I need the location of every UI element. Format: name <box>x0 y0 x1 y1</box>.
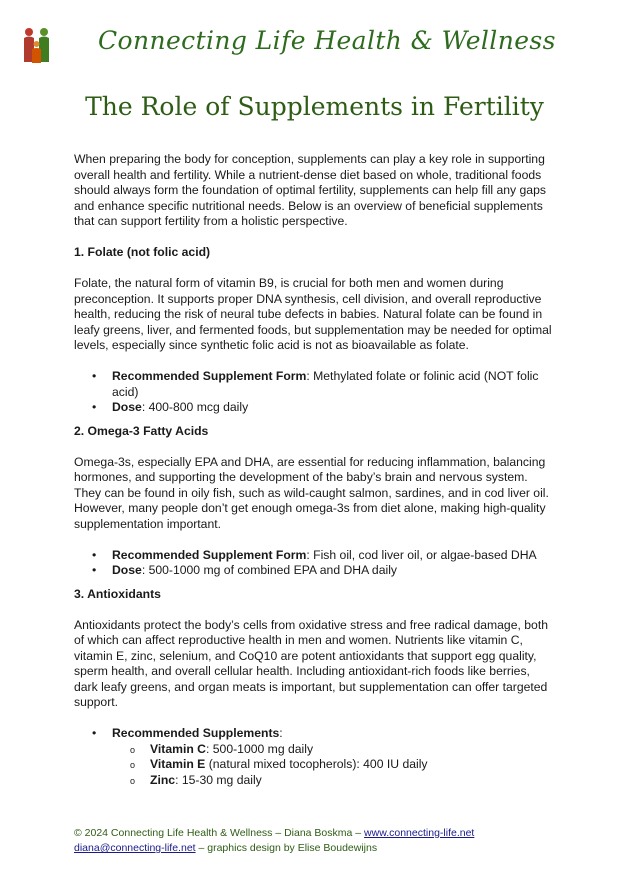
list-item: • Recommended Supplement Form: Methylated folate or folinic acid (NOT folic acid) <box>112 369 554 400</box>
folate-bullet-list <box>74 369 554 416</box>
intro-paragraph: When preparing the body for conception, supplements can play a key role in supporting overall health and fertility. While a nutrient-dense diet based on whole, traditional foods should always form the foundation of optimal fertility, supplements can help fill any gaps and enhance specific nutritional needs. Below is an overview of beneficial supplements that can support fertility from a holistic perspective. <box>74 152 546 228</box>
copyright-text: © 2024 Connecting Life Health & Wellness – Diana Boskma – <box>74 827 365 839</box>
supplement-sub-list <box>112 742 554 789</box>
footer-line-2 <box>74 841 474 856</box>
document-body <box>74 152 554 796</box>
section-heading-folate: 1. Folate (not folic acid) <box>74 245 211 259</box>
email-link[interactable]: diana@connecting-life.net <box>74 842 196 854</box>
list-item: • Dose: 400-800 mcg daily <box>112 400 554 416</box>
antioxidants-bullet-list <box>74 726 554 788</box>
family-logo-icon <box>20 26 54 66</box>
section-heading-antioxidants: 3. Antioxidants <box>74 586 161 601</box>
credits-text: – graphics design by Elise Boudewijns <box>195 842 378 854</box>
section-heading-omega3: 2. Omega-3 Fatty Acids <box>74 423 209 438</box>
list-item: • Recommended Supplements: o Vitamin C: 500-1000 mg daily o Vitamin E (natural mixed tocopherols): 400 IU daily o Zinc: 15-30 mg daily <box>112 726 554 788</box>
document-title: The Role of Supplements in Fertility <box>85 92 544 121</box>
list-item: • Dose: 500-1000 mg of combined EPA and DHA daily <box>112 563 554 579</box>
brand-name: Connecting Life Health & Wellness <box>98 26 556 55</box>
list-item: o Zinc: 15-30 mg daily <box>150 773 554 789</box>
list-item: o Vitamin C: 500-1000 mg daily <box>150 742 554 758</box>
page-header <box>0 22 629 66</box>
section-body-folate: Folate, the natural form of vitamin B9, is crucial for both men and women during preconception. It supports proper DNA synthesis, cell division, and overall reproductive health, reducing the risk of neural tube defects in babies. Natural folate can be found in leafy greens, liver, and fermented foods, but supplementation may be needed for optimal levels, especially since synthetic folic acid is not as bioavailable as folate. <box>74 276 552 352</box>
page-footer <box>74 826 474 856</box>
website-link[interactable]: www.connecting-life.net <box>364 827 475 839</box>
footer-line-1 <box>74 826 474 841</box>
omega3-bullet-list <box>74 548 554 579</box>
section-body-omega3: Omega-3s, especially EPA and DHA, are essential for reducing inflammation, balancing hormones, and supporting the development of the baby’s brain and nervous system. They can be found in oily fish, such as wild-caught salmon, sardines, and in cod liver oil. However, many people don’t get enough omega-3s from diet alone, making high-quality supplementation important. <box>74 454 549 531</box>
section-body-antioxidants: Antioxidants protect the body’s cells from oxidative stress and free radical damage, both of which can affect reproductive health in men and women. Nutrients like vitamin C, vitamin E, zinc, selenium, and CoQ10 are potent antioxidants that support egg quality, sperm health, and overall cellular health. Including antioxidant-rich foods like berries, dark leafy greens, and organ meats is important, but supplementation can offer targeted support. <box>74 617 548 709</box>
list-item: o Vitamin E (natural mixed tocopherols): 400 IU daily <box>150 757 554 773</box>
list-item: • Recommended Supplement Form: Fish oil, cod liver oil, or algae-based DHA <box>112 548 554 564</box>
